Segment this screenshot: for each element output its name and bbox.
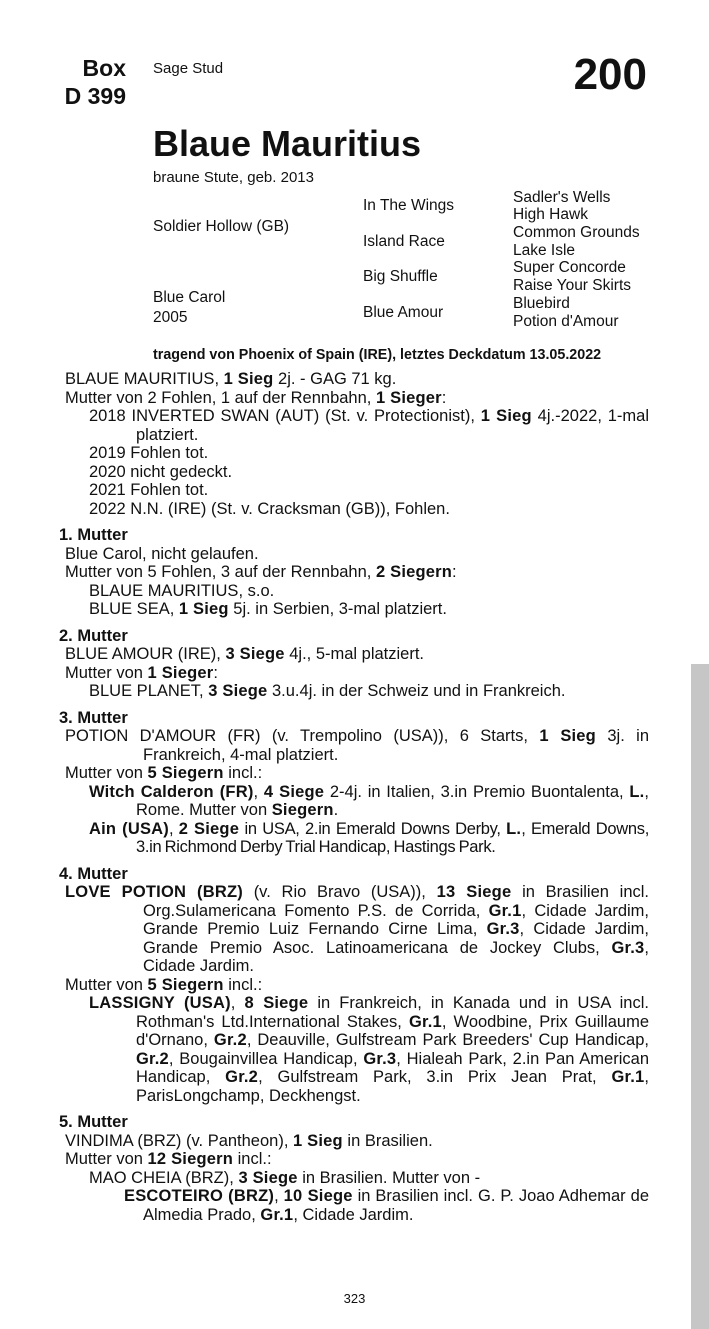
dam-line: BLUE PLANET, 3 Siege 3.u.4j. in der Schweiz und in Frankreich. — [89, 682, 566, 700]
horse-description: braune Stute, geb. 2013 — [153, 169, 314, 186]
pedigree-gen2: Big Shuffle — [363, 268, 438, 285]
pedigree-dam: Blue Carol — [153, 289, 226, 306]
dam-line: Mutter von 12 Siegern incl.: — [65, 1150, 272, 1168]
dam-line: Blue Carol, nicht gelaufen. — [65, 544, 259, 563]
produce-line: 2020 nicht gedeckt. — [89, 462, 233, 481]
pedigree-gen3: Lake Isle — [513, 242, 576, 259]
box-word: Box — [82, 55, 126, 81]
section-title-5th-dam: 5. Mutter — [59, 1113, 128, 1131]
dam-line: Mutter von 5 Siegern incl.: — [65, 764, 263, 782]
box-number: D 399 — [64, 83, 126, 109]
catalogue-body — [0, 370, 709, 1224]
box-label — [60, 54, 126, 110]
dam-line: ESCOTEIRO (BRZ), 10 Siege in Brasilien incl. G. P. Joao Adhemar de Almedia Prado, Gr.1, Cidade Jardim. — [124, 1187, 649, 1224]
scrollbar[interactable] — [691, 664, 709, 1329]
dam-line: Mutter von 5 Siegern incl.: — [65, 975, 263, 994]
produce-line: Mutter von 2 Fohlen, 1 auf der Rennbahn, 1 Sieger: — [65, 388, 447, 407]
pedigree-gen3: Bluebird — [513, 295, 570, 312]
pedigree-gen3: High Hawk — [513, 206, 588, 223]
dam-line: POTION D'AMOUR (FR) (v. Trempolino (USA)), 6 Starts, 1 Sieg 3j. in Frankreich, 4-mal platziert. — [65, 727, 650, 764]
dam-line: BLUE AMOUR (IRE), 3 Siege 4j., 5-mal platziert. — [65, 645, 425, 663]
pedigree-gen3: Common Grounds — [513, 224, 640, 241]
pedigree-gen2: Blue Amour — [363, 304, 444, 321]
dam-line: BLUE SEA, 1 Sieg 5j. in Serbien, 3-mal platziert. — [89, 600, 447, 618]
produce-line: 2018 INVERTED SWAN (AUT) (St. v. Protectionist), 1 Sieg 4j.-2022, 1-mal platziert. — [89, 407, 650, 444]
pedigree-gen2: In The Wings — [363, 197, 455, 214]
covering-info: tragend von Phoenix of Spain (IRE), letztes Deckdatum 13.05.2022 — [153, 347, 602, 363]
breeder: Sage Stud — [153, 60, 224, 77]
dam-line: VINDIMA (BRZ) (v. Pantheon), 1 Sieg in Brasilien. — [65, 1131, 433, 1150]
dam-line: Mutter von 1 Sieger: — [65, 663, 218, 682]
dam-line: MAO CHEIA (BRZ), 3 Siege in Brasilien. Mutter von - — [89, 1168, 481, 1187]
dam-line: Mutter von 5 Fohlen, 3 auf der Rennbahn, 2 Siegern: — [65, 563, 457, 581]
lot-number: 200 — [573, 50, 647, 99]
dam-line: Ain (USA), 2 Siege in USA, 2.in Emerald Downs Derby, L., Emerald Downs, 3.in Richmond Derby Trial Handicap, Hastings Park. — [89, 819, 649, 856]
dam-line: Witch Calderon (FR), 4 Siege 2-4j. in Italien, 3.in Premio Buontalenta, L., Rome. Mutter von Siegern. — [89, 782, 649, 819]
pedigree-gen3: Raise Your Skirts — [513, 277, 632, 294]
section-title-1st-dam: 1. Mutter — [59, 526, 128, 544]
horse-name: Blaue Mauritius — [153, 123, 422, 164]
pedigree-sire: Soldier Hollow (GB) — [153, 218, 290, 235]
dam-line: BLAUE MAURITIUS, s.o. — [89, 581, 275, 600]
pedigree-dam-year: 2005 — [153, 309, 188, 326]
section-title-2nd-dam: 2. Mutter — [59, 626, 128, 645]
section-title-3rd-dam: 3. Mutter — [59, 708, 128, 727]
produce-line: 2022 N.N. (IRE) (St. v. Cracksman (GB)), Fohlen. — [89, 499, 450, 518]
pedigree-gen2: Island Race — [363, 233, 445, 250]
produce-line: 2021 Fohlen tot. — [89, 481, 209, 499]
pedigree-gen3: Sadler's Wells — [513, 189, 611, 206]
dam-line: LOVE POTION (BRZ) (v. Rio Bravo (USA)), 13 Siege in Brasilien incl. Org.Sulamericana Fomento P.S. de Corrida, Gr.1, Cidade Jardim, Grande Premio Luiz Fernando Cirne Lima, Gr.3, Cidade Jardim, Grande Premio Asoc. Latinoamericana de Jockey Clubs, Gr.3, Cidade Jardim. — [65, 883, 649, 975]
produce-line: BLAUE MAURITIUS, 1 Sieg 2j. - GAG 71 kg. — [65, 370, 397, 388]
produce-line: 2019 Fohlen tot. — [89, 444, 209, 462]
section-title-4th-dam: 4. Mutter — [59, 864, 128, 883]
dam-line: LASSIGNY (USA), 8 Siege in Frankreich, in Kanada und in USA incl. Rothman's Ltd.International Stakes, Gr.1, Woodbine, Prix Guillaume d'Ornano, Gr.2, Deauville, Gulfstream Park Breeders' Cup Handicap, Gr.2, Bougainvillea Handicap, Gr.3, Hialeah Park, 2.in Pan American Handicap, Gr.2, Gulfstream Park, 3.in Prix Jean Prat, Gr.1, ParisLongchamp, Deckhengst. — [89, 994, 649, 1105]
pedigree-gen3: Super Concorde — [513, 259, 626, 276]
page-number: 323 — [343, 1291, 366, 1306]
pedigree-gen3: Potion d'Amour — [513, 313, 619, 330]
